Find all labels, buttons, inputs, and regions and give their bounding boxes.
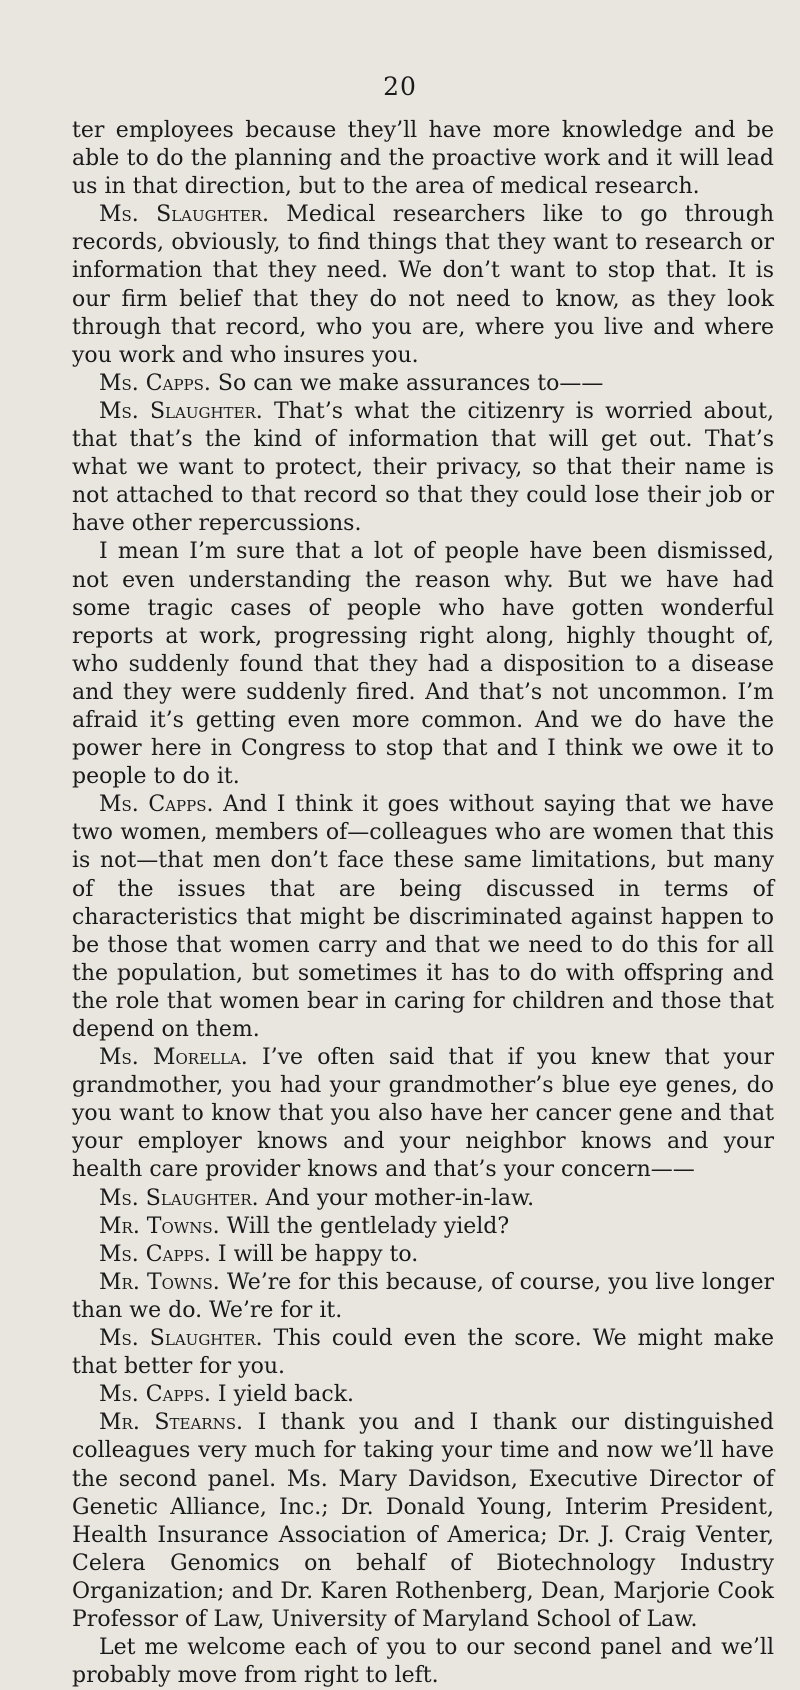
paragraph-text: So can we make assurances to—— [210, 370, 604, 396]
paragraph [72, 398, 774, 538]
paragraph-text: Will the gentlelady yield? [219, 1213, 510, 1239]
speaker-name: Ms. Slaughter. [99, 1185, 259, 1211]
paragraph-text: ter employees because they’ll have more knowledge and be able to do the planning and the proactive work and it will lead us in that direction, but to the area of medical research. [72, 118, 774, 200]
paragraph [72, 538, 774, 791]
paragraph [72, 1381, 774, 1409]
paragraph-text: That’s what the citizenry is worried about, that that’s the kind of information that will get out. That’s what we want to protect, their privacy, so that their name is not attached to that record so that they could lose their job or have other repercussions. [72, 398, 774, 537]
paragraph [72, 1185, 774, 1213]
paragraph [72, 1325, 774, 1381]
paragraph-text: I mean I’m sure that a lot of people have been dismissed, not even understanding the reason why. But we have had some tragic cases of people who have gotten wonderful reports at work, progressing right along, highly thought of, who suddenly found that they had a disposition to a disease and they were suddenly fired. And that’s not uncommon. I’m afraid it’s getting even more common. And we do have the power here in Congress to stop that and I think we owe it to people to do it. [72, 539, 774, 790]
speaker-name: Ms. Capps. [99, 1241, 211, 1267]
paragraph [72, 1269, 774, 1325]
speaker-name: Ms. Morella. [99, 1045, 248, 1071]
paragraph-text: I’ve often said that if you knew that your grandmother, you had your grandmother’s blue eye genes, do you want to know that you also have her cancer gene and that your employer knows and your neighbor knows and your health care provider knows and that’s your concern—— [72, 1045, 774, 1183]
paragraph [72, 1241, 774, 1269]
paragraph [72, 1409, 774, 1634]
paragraph-text: I thank you and I thank our distinguished colleagues very much for taking your time and now we’ll have the second panel. Ms. Mary Davidson, Executive Director of Genetic Alliance, Inc.; Dr. Donald Young, Interim President, Health Insurance Association of America; Dr. J. Craig Venter, Celera Genomics on behalf of Biotechnology Industry Organization; and Dr. Karen Rothenberg, Dean, Marjorie Cook Professor of Law, University of Maryland School of Law. [72, 1410, 774, 1632]
speaker-name: Mr. Stearns. [99, 1410, 243, 1436]
body-text [72, 117, 774, 1690]
paragraph-text: Let me welcome each of you to our second panel and we’ll probably move from right to left. [72, 1635, 774, 1689]
paragraph [72, 370, 774, 398]
speaker-name: Ms. Capps. [99, 1382, 211, 1408]
paragraph [72, 1213, 774, 1241]
page-number: 20 [383, 72, 417, 101]
paragraph [72, 201, 774, 370]
paragraph-text: And I think it goes without saying that we have two women, members of—colleagues who are women that this is not—that men don’t face these same limitations, but many of the issues that are being discussed in terms of characteristics that might be discriminated against happen to be those that women carry and that we need to do this for all the population, but sometimes it has to do with offspring and the role that women bear in caring for children and those that depend on them. [72, 792, 774, 1042]
paragraph [72, 791, 774, 1044]
paragraph-text: We’re for this because, of course, you live longer than we do. We’re for it. [72, 1269, 775, 1323]
speaker-name: Ms. Slaughter. [99, 398, 263, 424]
paragraph-text: I yield back. [210, 1382, 355, 1408]
speaker-name: Ms. Capps. [99, 792, 214, 818]
paragraph-text: Medical researchers like to go through records, obviously, to find things that they want to research or information that they need. We don’t want to stop that. It is our firm belief that they do not need to know, as they look through that record, who you are, where you live and where you work and who insures you. [72, 202, 774, 368]
speaker-name: Mr. Towns. [99, 1269, 220, 1295]
paragraph-text: I will be happy to. [210, 1241, 419, 1267]
speaker-name: Mr. Towns. [99, 1213, 220, 1239]
speaker-name: Ms. Capps. [99, 370, 211, 396]
paragraph-text: And your mother-in-law. [258, 1185, 535, 1211]
paragraph [72, 117, 774, 201]
paragraph [72, 1634, 774, 1690]
paragraph [72, 1044, 774, 1184]
speaker-name: Ms. Slaughter. [99, 1326, 263, 1352]
speaker-name: Ms. Slaughter. [99, 202, 269, 228]
paragraph-text: This could even the score. We might make that better for you. [72, 1326, 774, 1380]
